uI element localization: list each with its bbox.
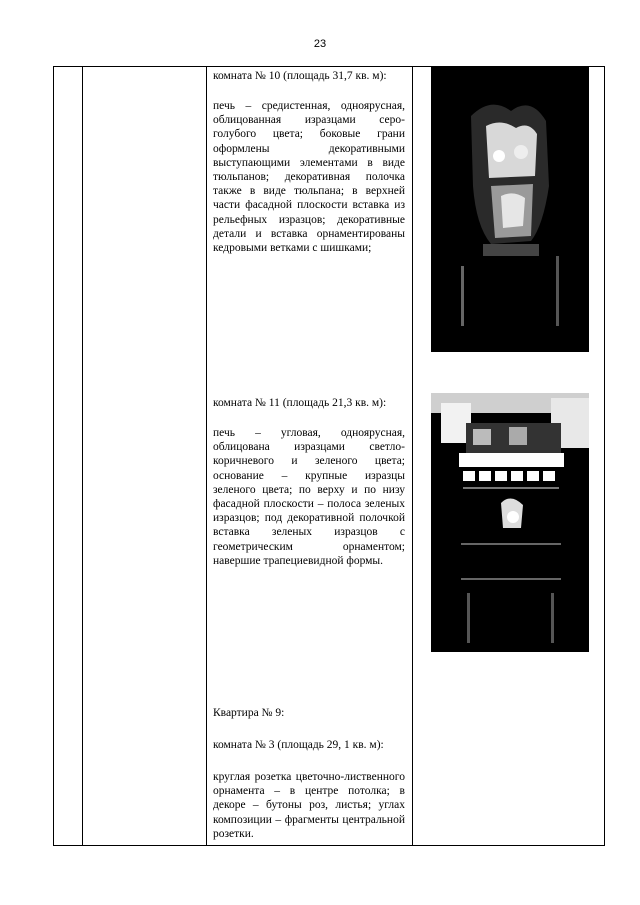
table-column-border-4 (412, 66, 413, 846)
stove-photo-image (431, 66, 589, 352)
room-3-heading: комната № 3 (площадь 29, 1 кв. м): (213, 739, 384, 751)
table-column-border-2 (82, 66, 83, 846)
room-11-stove-photo (431, 393, 589, 652)
page-number: 23 (313, 38, 327, 50)
room-10-stove-photo (431, 66, 589, 352)
table-column-border-1 (53, 66, 54, 846)
room-3-description: круглая розетка цветочно-лиственного орнамента – в центре потолка; в декоре – бутоны роз, листья; углах композиции – фрагменты центральной розетки. (213, 771, 405, 840)
apartment-9-block (213, 706, 405, 841)
stove-photo-image (431, 393, 589, 652)
room-11-heading: комната № 11 (площадь 21,3 кв. м): (213, 397, 387, 409)
table-column-border-3 (206, 66, 207, 846)
table-bottom-border (53, 845, 605, 846)
room-10-heading: комната № 10 (площадь 31,7 кв. м): (213, 70, 387, 82)
apartment-9-title: Квартира № 9: (213, 707, 285, 719)
room-10-description: печь – средистенная, одноярусная, облицованная изразцами серо-голубого цвета; боковые грани оформлены декоративными выступающими элементами в виде тюльпанов; декоративная полочка также в виде тюльпана; в верхней части фасадной плоскости вставка из рельефных изразцов; декоративные детали и вставка орнаментированы кедровыми ветками с шишками; (213, 100, 405, 255)
room-10-block (213, 69, 405, 255)
room-11-block (213, 396, 405, 568)
table-column-border-5 (604, 66, 605, 846)
room-11-description: печь – угловая, одноярусная, облицована изразцами светло-коричневого и зеленого цвета; основание – крупные изразцы зеленого цвета; по верху и по низу фасадной плоскости – полоса зеленых изразцов; под декоративной полочкой вставка зеленых изразцов с геометрическим орнаментом; навершие трапециевидной формы. (213, 427, 405, 567)
